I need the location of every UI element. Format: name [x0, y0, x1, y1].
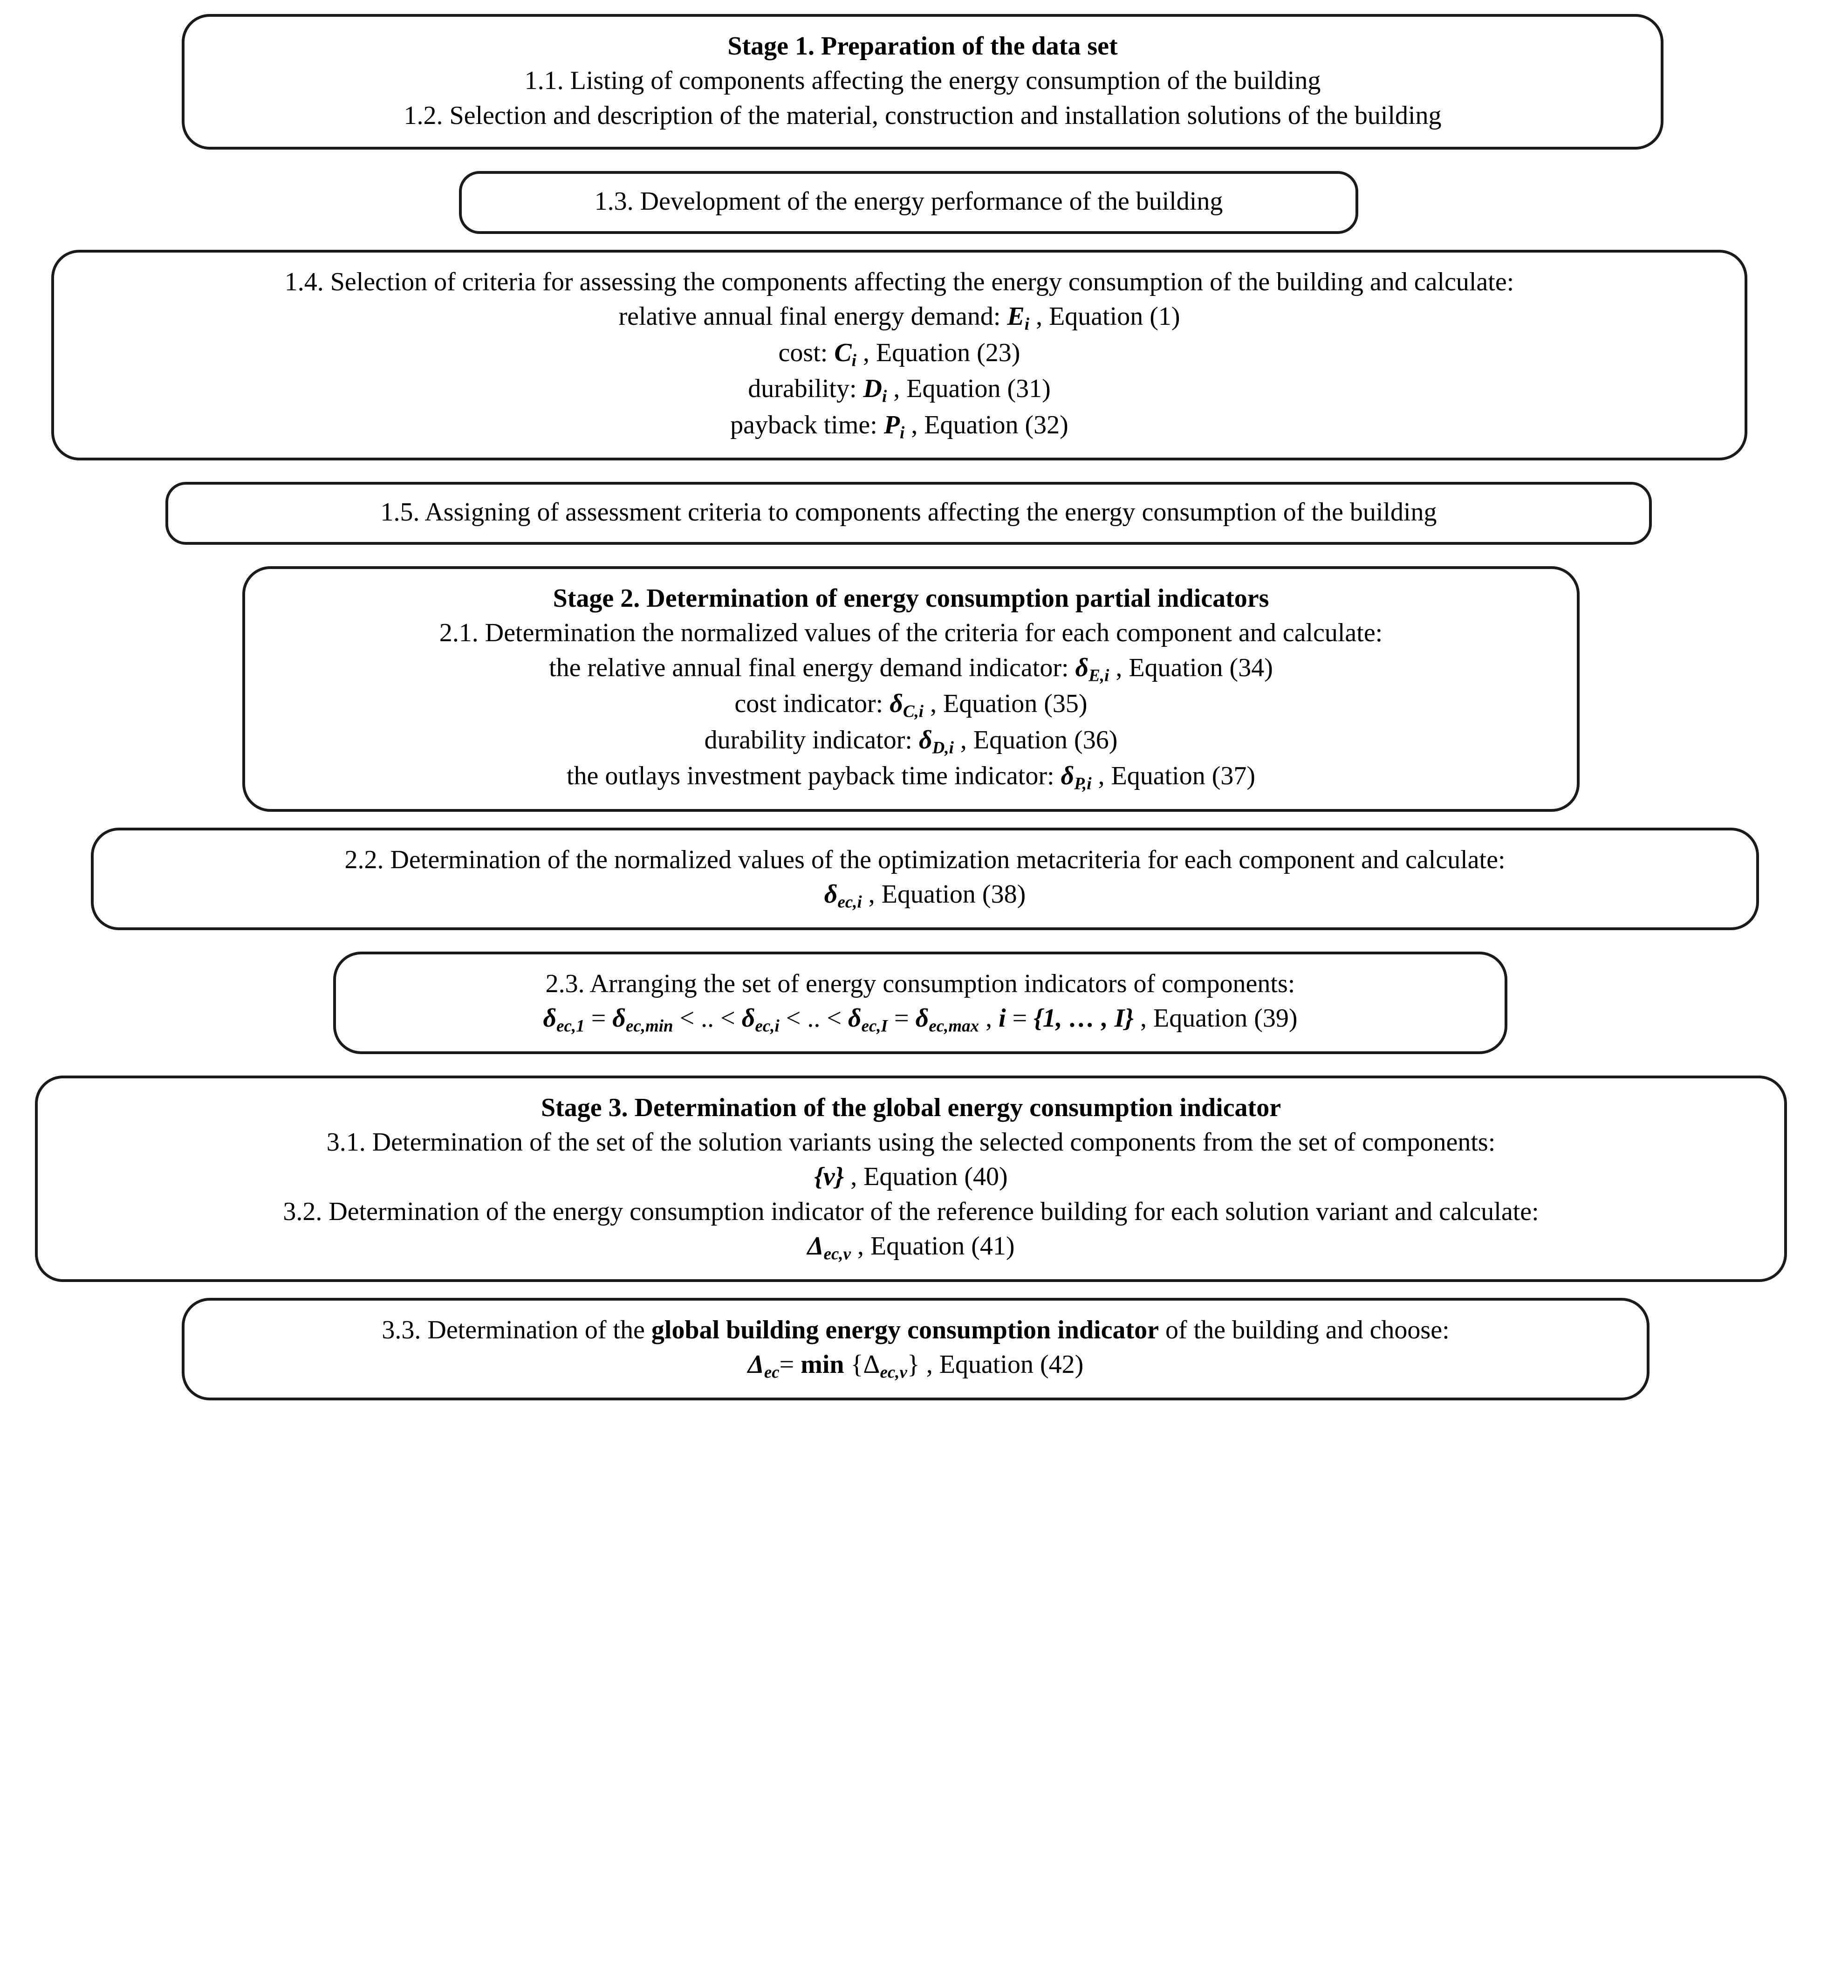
criterion-durability-label: durability: — [748, 374, 857, 404]
step-2-3-formula: $\delta_{ec,1} = \delta_{ec,min}$ < .. < $\delta_{ec,i}$ < .. < $\delta_{ec,I} = \delta_{ec,max}$ , i = {1, … , I} , Equation (39) — [543, 1004, 1298, 1035]
step-3-3-pre: 3.3. Determination of the — [382, 1315, 651, 1344]
indicator-energy — [264, 651, 1558, 686]
stage3-intro-box — [35, 1076, 1787, 1282]
criterion-energy-symbol: $E_i$ — [1007, 302, 1030, 334]
stage2-intro-box — [242, 566, 1580, 812]
criterion-payback-symbol: $P_i$ — [883, 410, 905, 442]
criterion-cost — [73, 336, 1726, 371]
index-set: i — [999, 1004, 1006, 1033]
criterion-cost-equation: , Equation (23) — [862, 338, 1020, 367]
min-operator: min — [801, 1350, 844, 1379]
step-3-2-intro: 3.2. Determination of the energy consumption indicator of the reference building for each solution variant and calculate: — [283, 1197, 1539, 1226]
indicator-durability-symbol: $\delta_{D,i}$ — [918, 725, 954, 757]
min-set: $\{\Delta_{ec,v}\}$ — [850, 1350, 920, 1382]
variant-set-symbol: {v} — [814, 1162, 844, 1192]
step-1-4-box — [51, 250, 1747, 460]
step-2-3-intro: 2.3. Arranging the set of energy consumption indicators of components: — [545, 969, 1295, 998]
step-2-2-formula — [112, 877, 1738, 913]
criterion-energy-equation: , Equation (1) — [1036, 302, 1180, 331]
criterion-cost-label: cost: — [778, 338, 828, 367]
step-3-1-formula — [56, 1159, 1766, 1194]
step-3-1-intro: 3.1. Determination of the set of the solution variants using the selected components from the set of components: — [326, 1128, 1496, 1157]
step-2-3-box — [333, 952, 1507, 1054]
indicator-payback — [264, 759, 1558, 795]
delta-ec-max: $\delta_{ec,max}$ — [915, 1004, 979, 1035]
step-1-5: 1.5. Assigning of assessment criteria to components affecting the energy consumption of the building — [380, 498, 1437, 527]
spacer — [0, 812, 1848, 828]
spacer — [0, 1282, 1848, 1298]
criterion-energy-label: relative annual final energy demand: — [618, 302, 1001, 331]
step-1-2: 1.2. Selection and description of the material, construction and installation solutions of the building — [404, 101, 1442, 130]
criterion-payback — [73, 408, 1726, 444]
indicator-cost-label: cost indicator: — [734, 689, 883, 719]
spacer — [0, 460, 1848, 482]
step-3-3-post: of the building and choose: — [1158, 1315, 1450, 1344]
step-3-1-equation: , Equation (40) — [850, 1162, 1008, 1192]
indicator-durability — [264, 723, 1558, 759]
stage2-heading: Stage 2. Determination of energy consumption partial indicators — [553, 583, 1269, 613]
delta-ec-v-symbol: $\Delta_{ec,v}$ — [807, 1232, 851, 1263]
indicator-durability-equation: , Equation (36) — [960, 725, 1118, 754]
step-3-3-formula — [203, 1347, 1628, 1383]
indicator-payback-label: the outlays investment payback time indicator: — [566, 761, 1054, 791]
step-2-2-box — [91, 828, 1759, 930]
delta-ec-i: $\delta_{ec,i}$ — [741, 1004, 780, 1035]
indicator-cost — [264, 686, 1558, 722]
indicator-payback-equation: , Equation (37) — [1098, 761, 1256, 791]
criterion-durability — [73, 371, 1726, 407]
indicator-energy-label: the relative annual final energy demand indicator: — [549, 653, 1069, 682]
step-1-5-box — [165, 482, 1652, 544]
stage3-heading: Stage 3. Determination of the global energy consumption indicator — [541, 1093, 1281, 1122]
spacer — [0, 545, 1848, 566]
step-3-3-bold: global building energy consumption indicator — [651, 1315, 1159, 1344]
criterion-durability-equation: , Equation (31) — [893, 374, 1051, 404]
spacer — [0, 234, 1848, 250]
step-3-2-formula — [56, 1229, 1766, 1265]
criterion-energy — [73, 299, 1726, 335]
stage1-heading: Stage 1. Preparation of the data set — [727, 32, 1118, 61]
indicator-durability-label: durability indicator: — [704, 725, 912, 754]
criterion-cost-symbol: $C_i$ — [834, 338, 856, 370]
delta-ec-1: $\delta_{ec,1}$ — [543, 1004, 585, 1035]
step-2-2-intro: 2.2. Determination of the normalized values of the optimization metacriteria for each component and calculate: — [344, 845, 1506, 874]
indicator-energy-equation: , Equation (34) — [1116, 653, 1273, 682]
step-3-3-equation: , Equation (42) — [926, 1350, 1084, 1379]
indicator-payback-symbol: $\delta_{P,i}$ — [1061, 761, 1092, 793]
criterion-durability-symbol: $D_i$ — [863, 374, 887, 406]
step-2-1-intro: 2.1. Determination the normalized values of the criteria for each component and calculate: — [439, 618, 1383, 648]
step-1-1: 1.1. Listing of components affecting the energy consumption of the building — [524, 66, 1321, 96]
step-3-3-intro — [203, 1313, 1628, 1347]
spacer — [0, 930, 1848, 952]
delta-ec-I: $\delta_{ec,I}$ — [848, 1004, 888, 1035]
step-1-4-intro: 1.4. Selection of criteria for assessing the components affecting the energy consumption of the building and calculate: — [284, 267, 1514, 296]
step-1-3: 1.3. Development of the energy performance of the building — [594, 187, 1223, 216]
stage1-intro-box — [182, 14, 1663, 150]
spacer — [0, 1054, 1848, 1076]
spacer — [0, 150, 1848, 171]
index-range: {1, … , I} — [1034, 1004, 1134, 1033]
step-2-2-equation: , Equation (38) — [868, 880, 1026, 909]
step-2-2-symbol: $\delta_{ec,i}$ — [824, 880, 862, 912]
criterion-payback-label: payback time: — [730, 410, 877, 439]
step-1-3-box — [459, 171, 1358, 233]
delta-ec-min: $\delta_{ec,min}$ — [612, 1004, 673, 1035]
criterion-payback-equation: , Equation (32) — [911, 410, 1068, 439]
step-3-3-box — [182, 1298, 1650, 1400]
step-3-2-equation: , Equation (41) — [857, 1232, 1015, 1261]
equals-sign: = — [779, 1350, 801, 1379]
indicator-cost-equation: , Equation (35) — [930, 689, 1088, 719]
global-indicator-symbol: $\Delta_{ec}$ — [747, 1350, 780, 1382]
step-2-3-equation: , Equation (39) — [1140, 1004, 1298, 1033]
indicator-cost-symbol: $\delta_{C,i}$ — [890, 689, 924, 721]
indicator-energy-symbol: $\delta_{E,i}$ — [1075, 653, 1109, 685]
